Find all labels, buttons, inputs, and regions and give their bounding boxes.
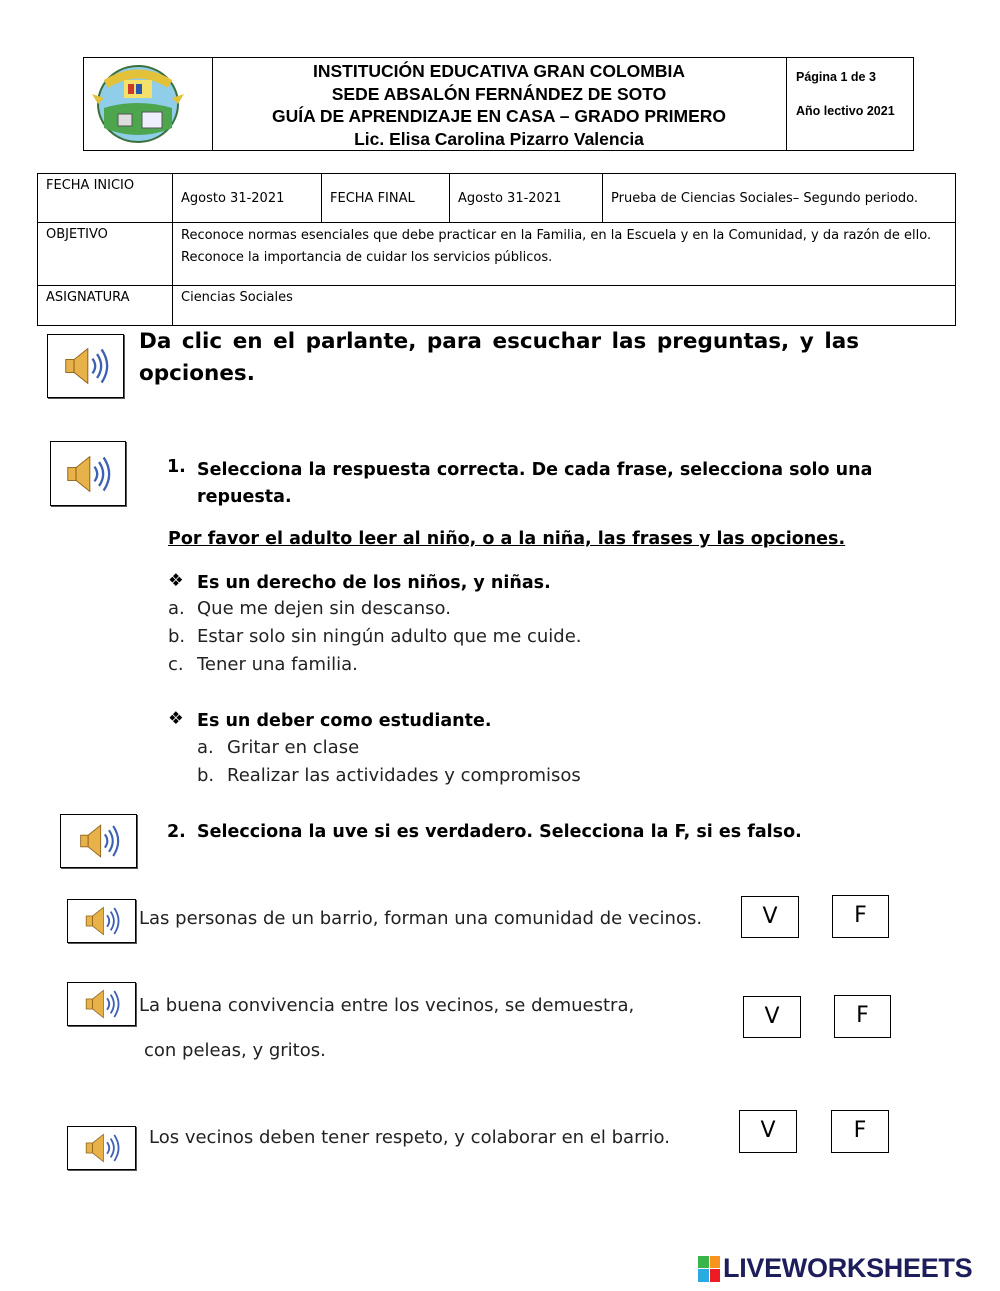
q2-number: 2. xyxy=(167,822,186,842)
subject-label: ASIGNATURA xyxy=(38,286,173,326)
q1-text xyxy=(197,457,887,511)
objective-value xyxy=(173,223,956,286)
q1-text-line-1: Selecciona la respuesta correcta. De cada frase, selecciona solo una xyxy=(197,460,873,480)
objective-label: OBJETIVO xyxy=(38,223,173,286)
page-number: Página 1 de 3 xyxy=(796,70,876,84)
start-value: Agosto 31-2021 xyxy=(173,174,322,223)
statement-2-text-cont: con peleas, y gritos. xyxy=(144,1040,326,1061)
speaker-icon-question-1[interactable] xyxy=(50,441,126,506)
speaker-icon-statement-3[interactable] xyxy=(67,1126,136,1170)
statement-3-true-box[interactable]: V xyxy=(739,1110,797,1153)
statement-1-true-box[interactable]: V xyxy=(741,896,799,938)
speaker-icon-statement-2[interactable] xyxy=(67,982,136,1026)
header-line-2: SEDE ABSALÓN FERNÁNDEZ DE SOTO xyxy=(331,83,667,104)
liveworksheets-brand xyxy=(698,1253,972,1284)
q1-bullet-1: Es un derecho de los niños, y niñas. xyxy=(197,573,551,593)
subject-value: Ciencias Sociales xyxy=(173,286,956,326)
q1-b1-option-a-letter: a. xyxy=(168,598,185,619)
q1-b1-option-c-letter: c. xyxy=(168,654,184,675)
brand-text: LIVEWORKSHEETS xyxy=(723,1253,973,1283)
header-line-3: GUÍA DE APRENDIZAJE EN CASA – GRADO PRIMERO xyxy=(271,106,727,126)
statement-2-true-box[interactable]: V xyxy=(743,996,801,1038)
school-logo xyxy=(84,58,213,150)
header-line-1: INSTITUCIÓN EDUCATIVA GRAN COLOMBIA xyxy=(312,61,686,81)
speaker-icon-question-2[interactable] xyxy=(60,814,137,868)
speaker-icon-instruction[interactable] xyxy=(47,334,124,398)
statement-3-text: Los vecinos deben tener respeto, y colaborar en el barrio. xyxy=(149,1127,670,1148)
q2-text: Selecciona la uve si es verdadero. Selecciona la F, si es falso. xyxy=(197,822,802,842)
q1-b2-option-a-letter: a. xyxy=(197,737,214,758)
q1-b1-option-c[interactable]: Tener una familia. xyxy=(197,654,358,675)
objective-line-1: Reconoce normas esenciales que debe practicar en la Familia, en la Escuela y en la Comunidad, y da razón de ello. xyxy=(181,228,932,243)
statement-1-text: Las personas de un barrio, forman una comunidad de vecinos. xyxy=(139,908,703,929)
q1-bullet-2: Es un deber como estudiante. xyxy=(197,711,492,731)
header-line-4: Lic. Elisa Carolina Pizarro Valencia xyxy=(354,128,644,149)
q1-number: 1. xyxy=(167,457,186,477)
statement-1-false-box[interactable]: F xyxy=(832,895,889,938)
end-label: FECHA FINAL xyxy=(322,174,450,223)
objective-line-2: Reconoce la importancia de cuidar los servicios públicos. xyxy=(181,250,553,265)
q1-b1-option-b[interactable]: Estar solo sin ningún adulto que me cuide. xyxy=(197,626,582,647)
header-title xyxy=(212,58,787,150)
q1-text-line-2: repuesta. xyxy=(197,487,292,507)
instruction-text: Da clic en el parlante, para escuchar las preguntas, y las opciones. xyxy=(139,329,859,386)
diamond-bullet-icon: ❖ xyxy=(168,709,184,729)
test-name: Prueba de Ciencias Sociales– Segundo periodo. xyxy=(603,174,956,223)
school-year: Año lectivo 2021 xyxy=(796,104,895,118)
info-table xyxy=(37,173,956,326)
q1-b2-option-b-letter: b. xyxy=(197,765,215,786)
statement-2-text: La buena convivencia entre los vecinos, se demuestra, xyxy=(139,995,635,1016)
start-label: FECHA INICIO xyxy=(38,174,173,223)
statement-2-false-box[interactable]: F xyxy=(834,995,891,1038)
statement-3-false-box[interactable]: F xyxy=(831,1110,889,1153)
diamond-bullet-icon: ❖ xyxy=(168,571,184,591)
q1-b2-option-a[interactable]: Gritar en clase xyxy=(227,737,360,758)
q1-b2-option-b[interactable]: Realizar las actividades y compromisos xyxy=(227,765,581,786)
liveworksheets-logo-icon xyxy=(698,1256,720,1282)
document-header xyxy=(83,57,914,151)
adult-note: Por favor el adulto leer al niño, o a la niña, las frases y las opciones. xyxy=(168,529,846,549)
speaker-icon-statement-1[interactable] xyxy=(67,899,136,943)
q1-b1-option-b-letter: b. xyxy=(168,626,186,647)
header-meta xyxy=(796,58,914,150)
q1-b1-option-a[interactable]: Que me dejen sin descanso. xyxy=(197,598,451,619)
end-value: Agosto 31-2021 xyxy=(450,174,603,223)
